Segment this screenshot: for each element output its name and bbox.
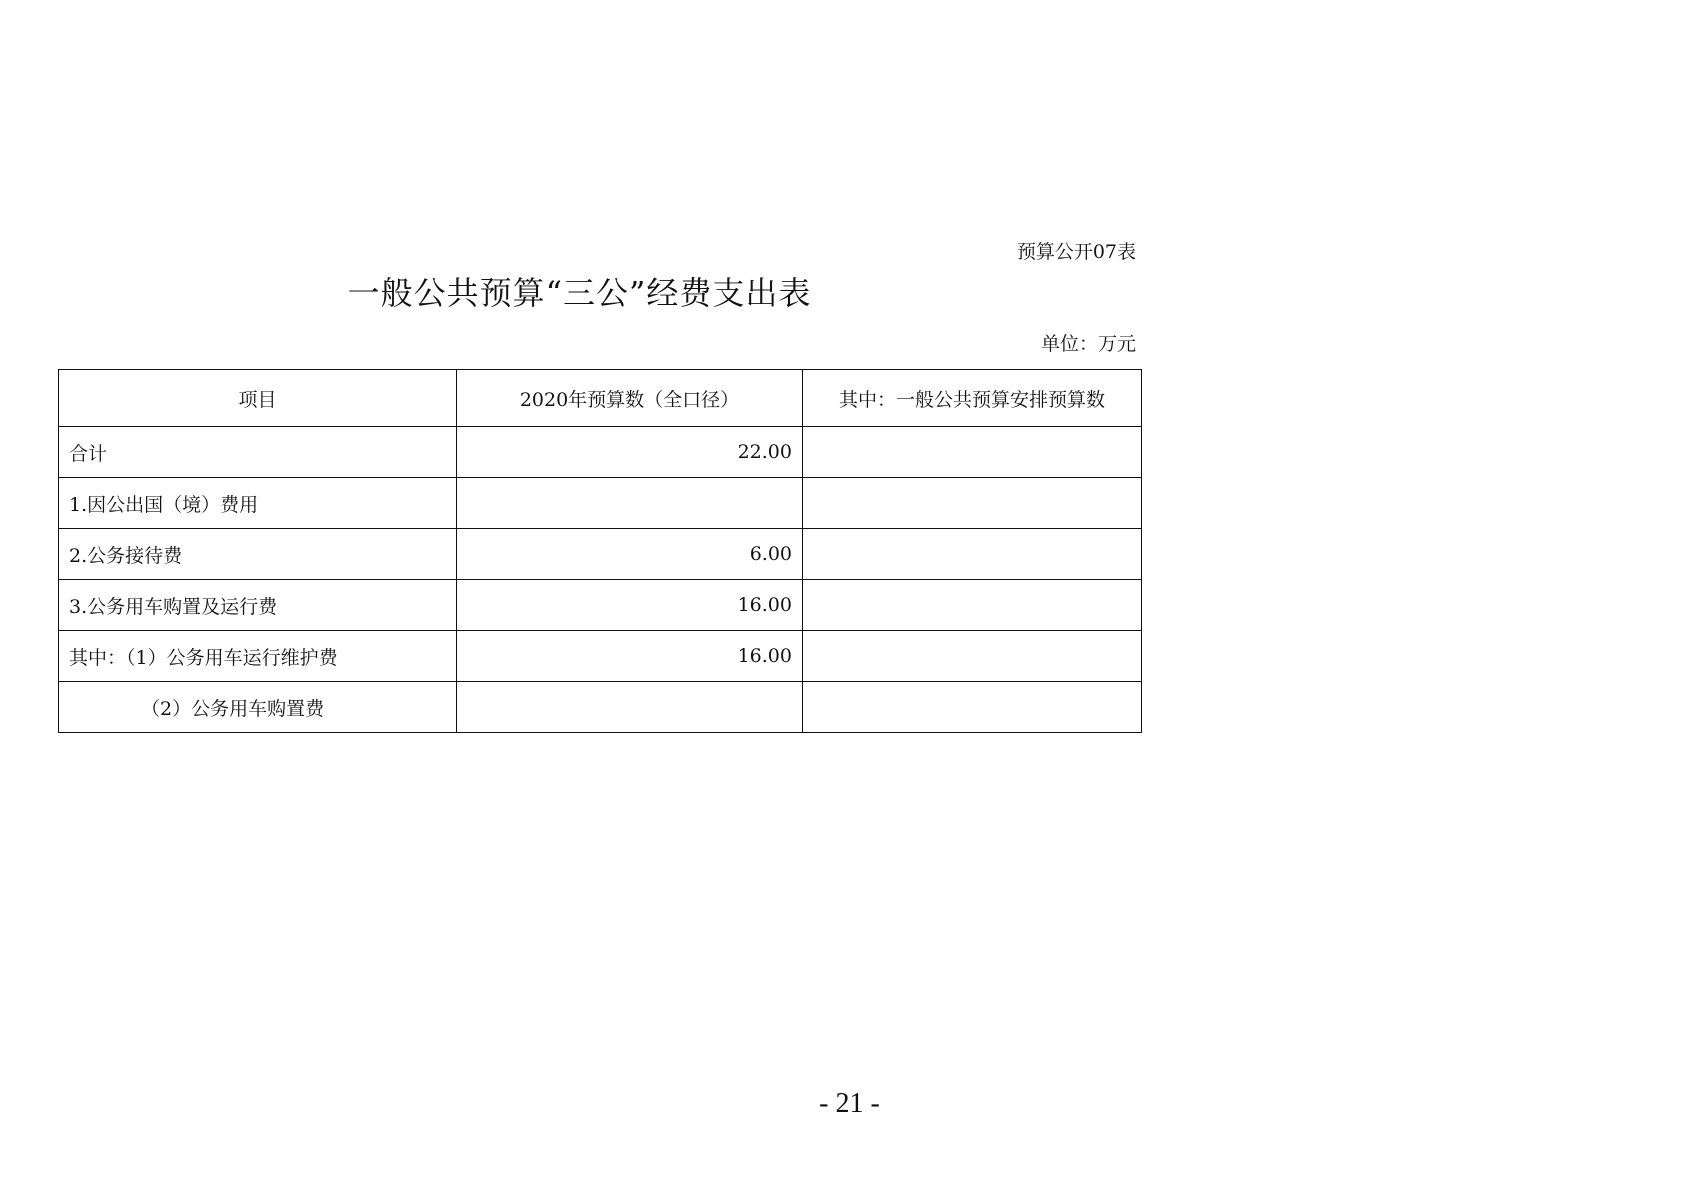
row-general-value	[803, 682, 1142, 733]
row-item-label: （2）公务用车购置费	[59, 682, 457, 733]
row-general-value	[803, 427, 1142, 478]
row-budget-value: 16.00	[457, 580, 803, 631]
row-general-value	[803, 478, 1142, 529]
table-row	[59, 580, 1142, 631]
column-header-item: 项目	[59, 370, 457, 427]
row-budget-value: 6.00	[457, 529, 803, 580]
row-budget-value	[457, 478, 803, 529]
row-general-value	[803, 580, 1142, 631]
table-row	[59, 478, 1142, 529]
table-row	[59, 529, 1142, 580]
page-number: - 21 -	[819, 1088, 880, 1119]
row-budget-value	[457, 682, 803, 733]
row-item-label: 其中：（1）公务用车运行维护费	[59, 631, 457, 682]
table-row	[59, 427, 1142, 478]
table-row	[59, 631, 1142, 682]
unit-label: 单位：万元	[1040, 333, 1136, 355]
table-header-row	[59, 370, 1142, 427]
row-budget-value: 16.00	[457, 631, 803, 682]
column-header-budget-2020: 2020年预算数（全口径）	[457, 370, 803, 427]
three-public-expenditure-table	[58, 369, 1142, 733]
form-code-label: 预算公开07表	[1016, 241, 1136, 263]
document-title: 一般公共预算“三公”经费支出表	[347, 274, 812, 312]
row-item-label: 1.因公出国（境）费用	[59, 478, 457, 529]
table-row	[59, 682, 1142, 733]
row-budget-value: 22.00	[457, 427, 803, 478]
row-item-label: 2.公务接待费	[59, 529, 457, 580]
row-item-label: 3.公务用车购置及运行费	[59, 580, 457, 631]
row-general-value	[803, 631, 1142, 682]
column-header-general-budget: 其中：一般公共预算安排预算数	[803, 370, 1142, 427]
row-general-value	[803, 529, 1142, 580]
row-item-label: 合计	[59, 427, 457, 478]
